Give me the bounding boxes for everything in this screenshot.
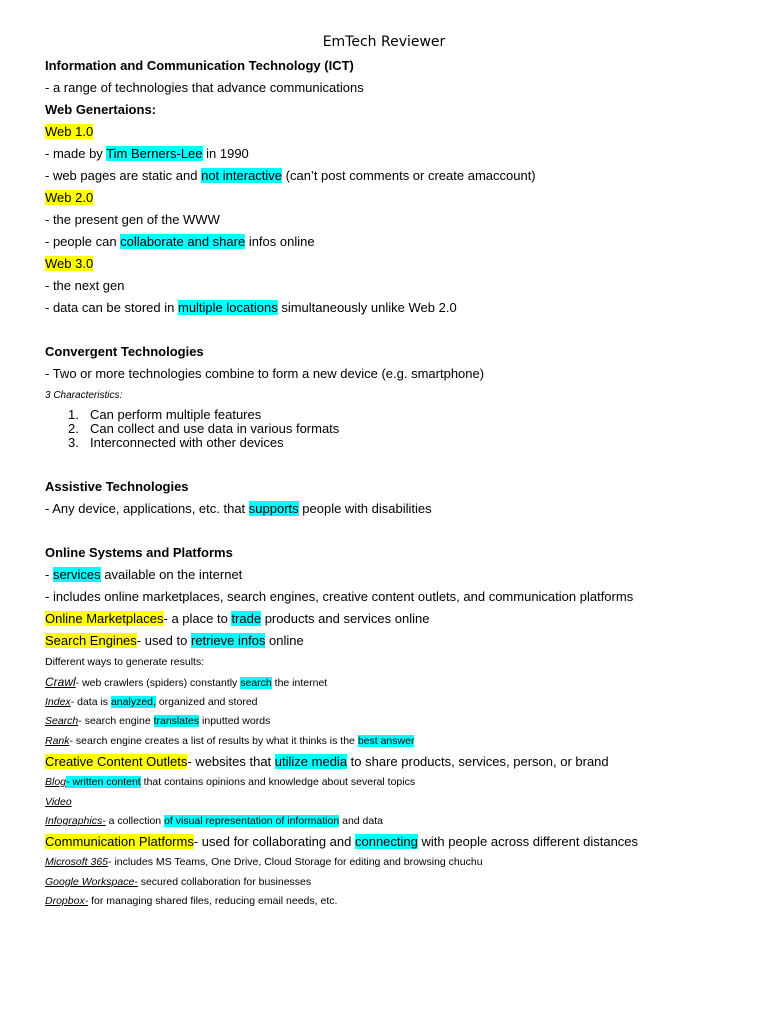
assistive-heading: Assistive Technologies — [45, 479, 189, 494]
characteristics-label: 3 Characteristics: — [45, 390, 123, 401]
ict-description: - a range of technologies that advance communications — [45, 80, 364, 95]
page-title: EmTech Reviewer — [322, 34, 446, 50]
index-line: Index- data is analyzed, organized and stored — [45, 696, 258, 708]
web3-line-2: - data can be stored in multiple locations simultaneously unlike Web 2.0 — [45, 300, 457, 315]
communication-platforms-line: Communication Platforms- used for collaborating and connecting with people across different distances — [45, 834, 639, 849]
blog-line: Blog- written content that contains opinions and knowledge about several topics — [45, 776, 416, 788]
search-line: Search- search engine translates inputted words — [45, 715, 271, 727]
web1-line-2: - web pages are static and not interactive (can’t post comments or create amaccount) — [45, 168, 536, 183]
web3-line-1: - the next gen — [45, 278, 125, 293]
ict-heading: Information and Communication Technology (ICT) — [45, 58, 354, 73]
online-line-2: - includes online marketplaces, search engines, creative content outlets, and communication platforms — [45, 589, 634, 604]
web1-line-1: - made by Tim Berners-Lee in 1990 — [45, 146, 249, 161]
list-item: 1. Can perform multiple features — [68, 407, 262, 422]
online-heading: Online Systems and Platforms — [45, 545, 233, 560]
convergent-description: - Two or more technologies combine to form a new device (e.g. smartphone) — [45, 366, 485, 381]
creative-outlets-line: Creative Content Outlets- websites that utilize media to share products, services, person, or brand — [45, 754, 609, 769]
ways-label: Different ways to generate results: — [45, 656, 205, 668]
online-line-1: - services available on the internet — [45, 567, 243, 582]
web1-label: Web 1.0 — [45, 124, 94, 139]
web3-label: Web 3.0 — [45, 256, 94, 271]
infographics-line: Infographics- a collection of visual representation of information and data — [45, 815, 383, 827]
web2-label: Web 2.0 — [45, 190, 94, 205]
list-item: 3. Interconnected with other devices — [68, 435, 284, 450]
marketplaces-line: Online Marketplaces- a place to trade products and services online — [45, 611, 430, 626]
rank-line: Rank- search engine creates a list of results by what it thinks is the best answer — [45, 735, 415, 747]
google-workspace-line: Google Workspace- secured collaboration for businesses — [45, 876, 312, 888]
assistive-description: - Any device, applications, etc. that supports people with disabilities — [45, 501, 432, 516]
web2-line-2: - people can collaborate and share infos online — [45, 234, 315, 249]
convergent-heading: Convergent Technologies — [45, 344, 204, 359]
web2-line-1: - the present gen of the WWW — [45, 212, 220, 227]
microsoft-365-line: Microsoft 365- includes MS Teams, One Drive, Cloud Storage for editing and browsing chuchu — [45, 856, 483, 868]
video-line: Video — [45, 796, 72, 808]
web-generations-heading: Web Genertaions: — [45, 102, 157, 117]
search-engines-line: Search Engines- used to retrieve infos online — [45, 633, 304, 648]
dropbox-line: Dropbox- for managing shared files, reducing email needs, etc. — [45, 895, 338, 907]
list-item: 2. Can collect and use data in various formats — [68, 421, 340, 436]
crawl-line: Crawl- web crawlers (spiders) constantly search the internet — [45, 675, 328, 689]
